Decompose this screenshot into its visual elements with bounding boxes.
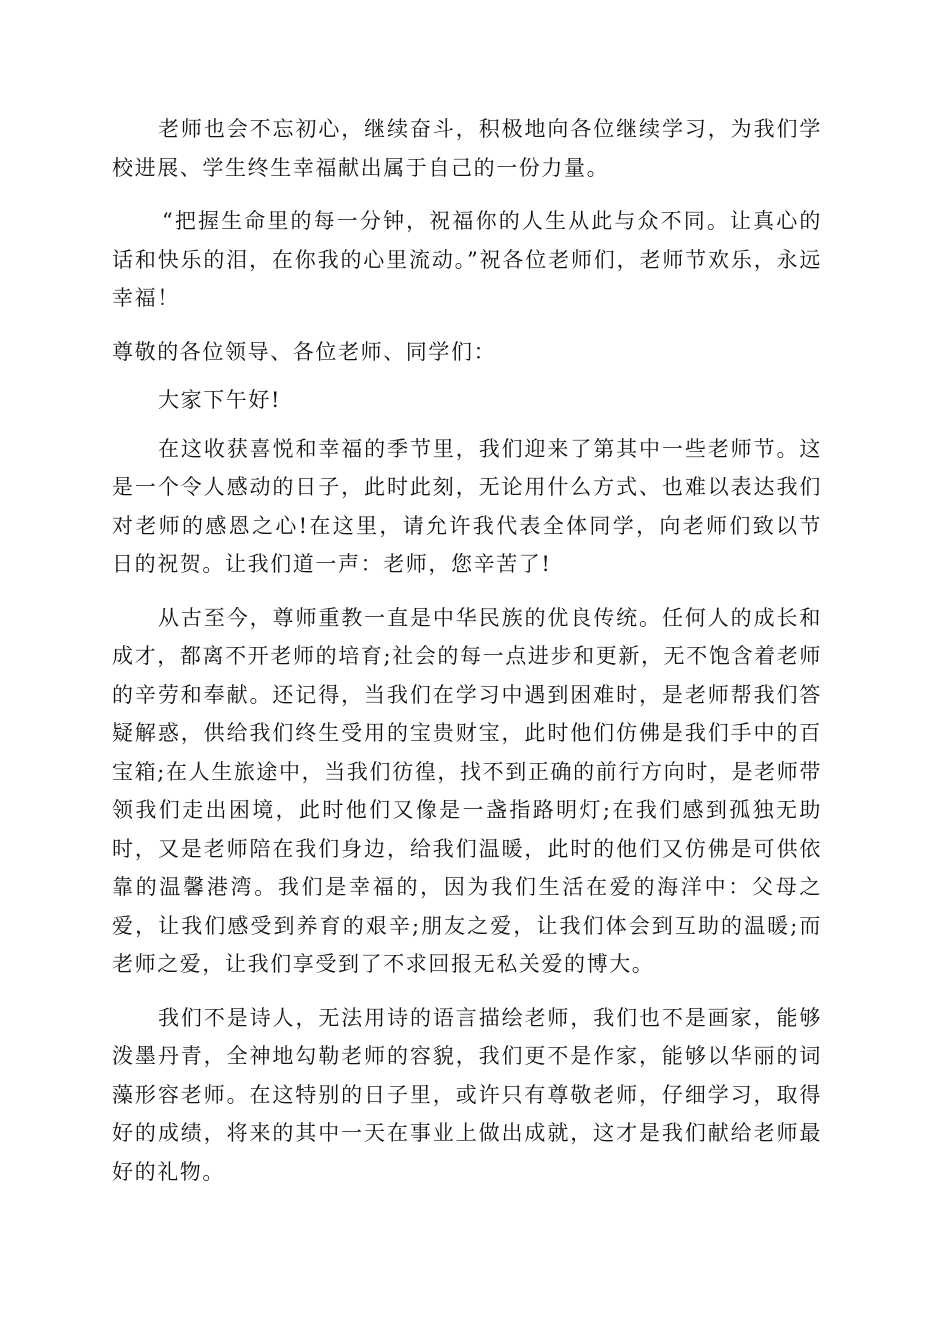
paragraph-greeting: 大家下午好! — [158, 388, 282, 412]
paragraph-gift-to-teachers: 我们不是诗人，无法用诗的语言描绘老师，我们也不是画家，能够泼墨丹青，全神地勾勒老师的容貌，我们更不是作家，能够以华丽的词藻形容老师。在这特别的日子里，或许只有尊敬老师，仔细学习，取得好的成绩，将来的其中一天在事业上做出成就，这才是我们献给老师最好的礼物。 — [112, 1005, 822, 1184]
paragraph-closing-commitment: 老师也会不忘初心，继续奋斗，积极地向各位继续学习，为我们学校进展、学生终生幸福献出属于自己的一份力量。 — [112, 117, 822, 180]
paragraph-teachers-day-intro: 在这收获喜悦和幸福的季节里，我们迎来了第其中一些老师节。这是一个令人感动的日子，此时此刻，无论用什么方式、也难以表达我们对老师的感恩之心!在这里，请允许我代表全体同学，向老师们致以节日的祝贺。让我们道一声：老师，您辛苦了! — [112, 436, 822, 576]
paragraph-blessing-quote: “把握生命里的每一分钟，祝福你的人生从此与众不同。让真心的话和快乐的泪，在你我的心里流动。”祝各位老师们，老师节欢乐，永远幸福！ — [112, 209, 822, 310]
paragraph-tradition: 从古至今，尊师重教一直是中华民族的优良传统。任何人的成长和成才，都离不开老师的培育;社会的每一点进步和更新，无不饱含着老师的辛劳和奉献。还记得，当我们在学习中遇到困难时，是老师帮我们答疑解惑，供给我们终生受用的宝贵财宝，此时他们仿佛是我们手中的百宝箱;在人生旅途中，当我们彷徨，找不到正确的前行方向时，是老师带领我们走出困境，此时他们又像是一盏指路明灯;在我们感到孤独无助时，又是老师陪在我们身边，给我们温暖，此时的他们又仿佛是可供依靠的温馨港湾。我们是幸福的，因为我们生活在爱的海洋中：父母之爱，让我们感受到养育的艰辛;朋友之爱，让我们体会到互助的温暖;而老师之爱，让我们享受到了不求回报无私关爱的博大。 — [112, 605, 822, 976]
paragraph-salutation: 尊敬的各位领导、各位老师、同学们： — [112, 339, 497, 364]
